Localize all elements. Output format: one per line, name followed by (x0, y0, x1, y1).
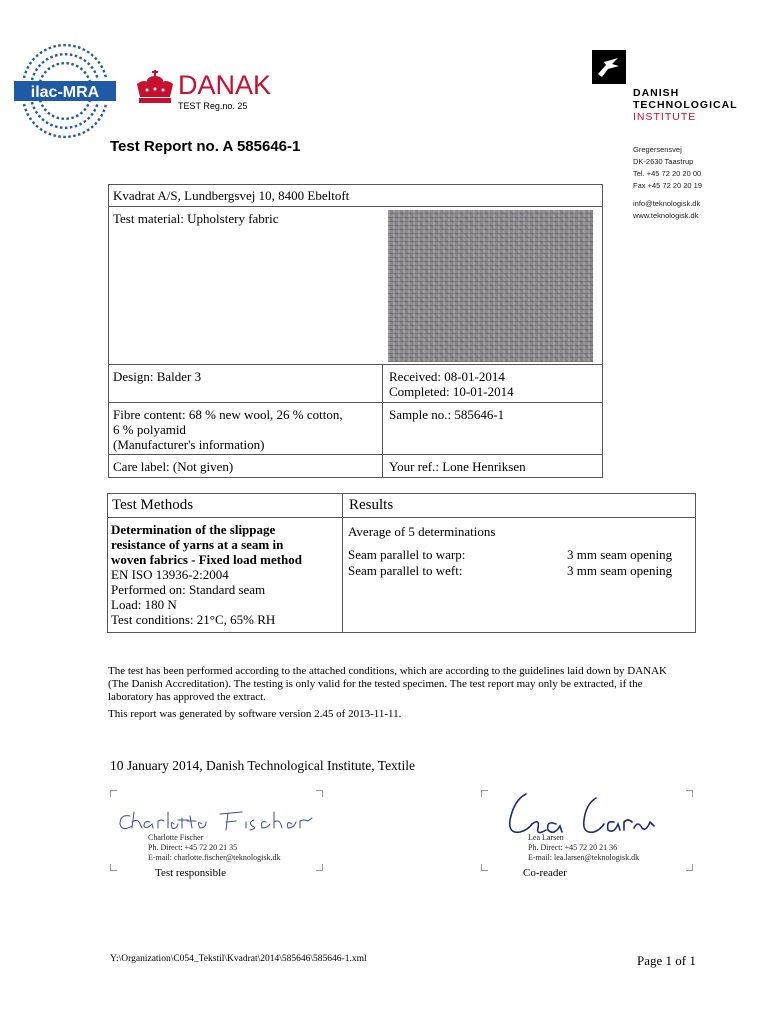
result-label-weft: Seam parallel to weft: (348, 563, 463, 578)
method-title-line3: woven fabrics - Fixed load method (111, 552, 303, 567)
result-label-warp: Seam parallel to warp: (348, 547, 466, 562)
method-standard: EN ISO 13936-2:2004 (111, 567, 229, 582)
contact-fax: Fax +45 72 20 20 19 (633, 181, 703, 190)
institute-name-line2: TECHNOLOGICAL (633, 99, 738, 111)
corner-mark (316, 864, 323, 871)
result-value-warp: 3 mm seam opening (567, 547, 673, 562)
contact-city: DK-2630 Taastrup (633, 157, 694, 166)
signatory-2-phone: Ph. Direct: +45 72 20 21 36 (528, 843, 618, 852)
footer-page-number: Page 1 of 1 (637, 953, 696, 968)
report-title: Test Report no. A 585646-1 (110, 138, 301, 155)
corner-mark (686, 790, 693, 797)
dti-bird-logo-icon (592, 50, 626, 84)
signatory-1-phone: Ph. Direct: +45 72 20 21 35 (148, 843, 238, 852)
danak-wordmark: DANAK (178, 70, 272, 100)
contact-tel: Tel. +45 72 20 20 00 (633, 169, 702, 178)
method-title-line1: Determination of the slippage (111, 522, 276, 537)
fabric-sample-image (388, 210, 593, 362)
contact-email[interactable]: info@teknologisk.dk (633, 199, 701, 208)
completed-date: Completed: 10-01-2014 (389, 384, 514, 399)
signatory-2-name: Lea Larsen (528, 833, 564, 842)
contact-web[interactable]: www.teknologisk.dk (633, 211, 699, 220)
corner-mark (110, 864, 117, 871)
corner-mark (316, 790, 323, 797)
disclaimer-software: This report was generated by software version 2.45 of 2013-11-11. (108, 708, 402, 720)
signature-charlotte-fischer (116, 806, 316, 836)
method-load: Load: 180 N (111, 597, 177, 612)
signatory-2-details (528, 833, 639, 863)
fibre-content-line1: Fibre content: 68 % new wool, 26 % cotton, (113, 407, 343, 422)
disclaimer-accreditation: The test has been performed according to the attached conditions, which are according to the guidelines laid down by DANAK (The Danish Accreditation). The testing is only valid for the tested specimen. The test report may only be extracted, if the laboratory has approved the extract. (108, 665, 667, 703)
ilac-logo-text: ilac-MRA (30, 84, 100, 101)
report-date-line: 10 January 2014, Danish Technological Institute, Textile (110, 758, 416, 773)
signatory-1-details (148, 833, 280, 863)
footer-file-path: Y:\Organization\C054_Tekstil\Kvadrat\2014\585646\585646-1.xml (110, 954, 367, 964)
corner-mark (481, 864, 488, 871)
col-test-methods: Test Methods (112, 497, 194, 513)
institute-name-line1: DANISH (633, 87, 680, 99)
design: Design: Balder 3 (113, 369, 202, 384)
fibre-content-line3: (Manufacturer's information) (113, 437, 265, 452)
disclaimer (108, 665, 668, 725)
test-material: Test material: Upholstery fabric (113, 211, 279, 226)
institute-name-line3: INSTITUTE (633, 111, 697, 123)
contact-street: Gregersensvej (633, 145, 682, 154)
col-results: Results (349, 497, 394, 513)
ilac-mra-logo (14, 40, 116, 142)
client-address: Kvadrat A/S, Lundbergsvej 10, 8400 Ebeltoft (113, 188, 350, 203)
signatory-1-email[interactable]: E-mail: charlotte.fischer@teknologisk.dk (148, 853, 281, 862)
corner-mark (110, 790, 117, 797)
method-conditions: Test conditions: 21°C, 65% RH (111, 612, 276, 627)
results-average: Average of 5 determinations (348, 524, 496, 539)
institute-contact (633, 144, 702, 222)
result-value-weft: 3 mm seam opening (567, 563, 673, 578)
institute-name (633, 87, 738, 123)
sample-number: Sample no.: 585646-1 (389, 407, 505, 422)
signatory-2-role: Co-reader (523, 867, 567, 879)
method-performed-on: Performed on: Standard seam (111, 582, 266, 597)
corner-mark (686, 864, 693, 871)
signatory-1-name: Charlotte Fischer (148, 833, 204, 842)
signatory-1-role: Test responsible (155, 867, 227, 879)
corner-mark (481, 790, 488, 797)
your-reference: Your ref.: Lone Henriksen (389, 459, 526, 474)
method-title-line2: resistance of yarns at a seam in (111, 537, 284, 552)
fibre-content-line2: 6 % polyamid (113, 422, 186, 437)
methods-header-right (342, 493, 696, 518)
care-label: Care label: (Not given) (113, 459, 234, 474)
danak-crown-icon (132, 70, 178, 106)
danak-registration: TEST Reg.no. 25 (178, 101, 248, 111)
received-date: Received: 08-01-2014 (389, 369, 505, 384)
signatory-2-email[interactable]: E-mail: lea.larsen@teknologisk.dk (528, 853, 640, 862)
